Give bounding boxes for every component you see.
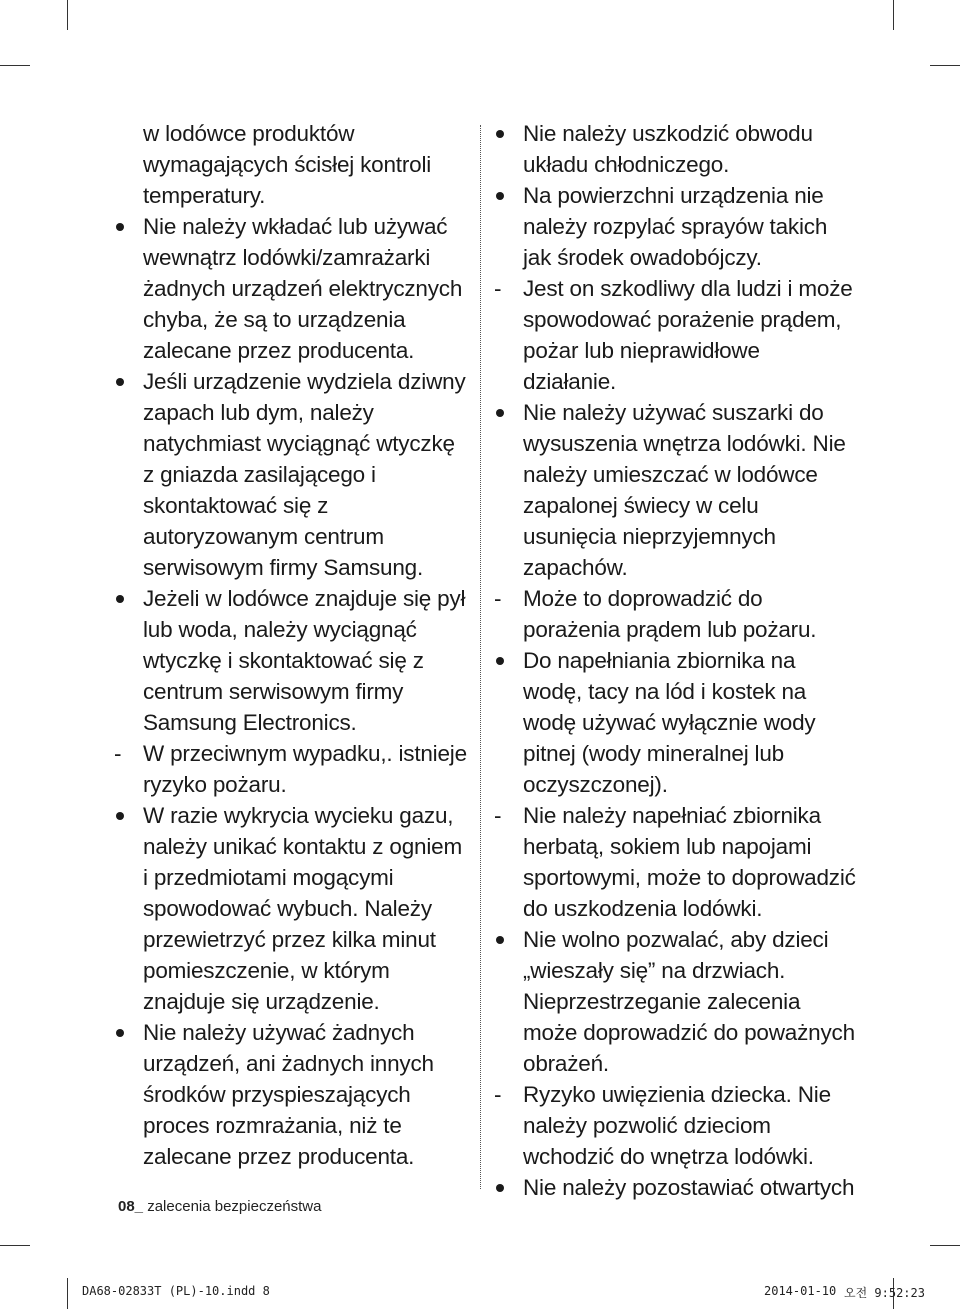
item-text: Nie należy używać suszarki do wysuszenia wnętrza lodówki. Nie należy umieszczać w lodówce zapalonej świecy w celu usunięcia nieprzyjemnych zapachów. <box>523 400 846 580</box>
print-slug-date: 2014-01-10 <box>764 1284 837 1298</box>
item-text: Nie należy uszkodzić obwodu układu chłodniczego. <box>523 121 813 177</box>
print-slug-time: 오전 9:52:23 <box>844 1286 925 1300</box>
item-text: w lodówce produktów wymagających ścisłej kontroli temperatury. <box>143 121 432 208</box>
bullet-item <box>486 118 856 180</box>
bullet-item <box>486 924 856 1079</box>
crop-mark <box>930 65 960 66</box>
dash-item <box>486 273 856 397</box>
item-text: Na powierzchni urządzenia nie należy rozpylać sprayów takich jak środek owadobójczy. <box>523 183 828 270</box>
bullet-item <box>106 583 471 738</box>
crop-mark <box>0 1245 30 1246</box>
bullet-item <box>486 397 856 583</box>
item-text: Jeśli urządzenie wydziela dziwny zapach lub dym, należy natychmiast wyciągnąć wtyczkę z gniazda zasilającego i skontaktować się z autoryzowanym centrum serwisowym firmy Samsung. <box>143 369 466 580</box>
bullet-item <box>486 645 856 800</box>
crop-mark <box>67 0 68 30</box>
crop-mark <box>0 65 30 66</box>
dash-item <box>486 1079 856 1172</box>
bullet-item <box>106 1017 471 1172</box>
print-slug-file: DA68-02833T (PL)-10.indd 8 <box>82 1284 270 1298</box>
left-column <box>106 118 471 1172</box>
crop-mark <box>67 1278 68 1309</box>
item-text: Nie należy wkładać lub używać wewnątrz lodówki/zamrażarki żadnych urządzeń elektrycznych chyba, że są to urządzenia zalecane przez producenta. <box>143 214 463 363</box>
item-text: Może to doprowadzić do porażenia prądem lub pożaru. <box>523 586 817 642</box>
item-text: Ryzyko uwięzienia dziecka. Nie należy pozwolić dzieciom wchodzić do wnętrza lodówki. <box>523 1082 831 1169</box>
continued-text <box>106 118 471 211</box>
crop-mark <box>930 1245 960 1246</box>
item-text: Nie należy używać żadnych urządzeń, ani żadnych innych środków przyspieszających proces rozmrażania, niż te zalecane przez producenta. <box>143 1020 434 1169</box>
column-divider <box>480 125 481 1189</box>
item-text: W przeciwnym wypadku,. istnieje ryzyko pożaru. <box>143 741 467 797</box>
dash-item <box>106 738 471 800</box>
bullet-item <box>486 1172 856 1203</box>
item-text: Nie należy pozostawiać otwartych <box>523 1175 855 1200</box>
item-text: Nie należy napełniać zbiornika herbatą, sokiem lub napojami sportowymi, może to doprowadzić do uszkodzenia lodówki. <box>523 803 856 921</box>
item-text: Jeżeli w lodówce znajduje się pył lub woda, należy wyciągnąć wtyczkę i skontaktować się z centrum serwisowym firmy Samsung Electronics. <box>143 586 466 735</box>
dash-item <box>486 800 856 924</box>
item-text: Jest on szkodliwy dla ludzi i może spowodować porażenie prądem, pożar lub nieprawidłowe działanie. <box>523 276 853 394</box>
bullet-item <box>106 366 471 583</box>
right-column <box>486 118 856 1203</box>
bullet-item <box>486 180 856 273</box>
page-number: 08_ <box>118 1198 144 1215</box>
item-text: Nie wolno pozwalać, aby dzieci „wieszały się” na drzwiach. Nieprzestrzeganie zalecenia może doprowadzić do poważnych obrażeń. <box>523 927 855 1076</box>
item-text: Do napełniania zbiornika na wodę, tacy na lód i kostek na wodę używać wyłącznie wody pitnej (wody mineralnej lub oczyszczonej). <box>523 648 816 797</box>
section-name: zalecenia bezpieczeństwa <box>147 1198 322 1215</box>
bullet-item <box>106 211 471 366</box>
bullet-item <box>106 800 471 1017</box>
page-footer <box>118 1198 321 1215</box>
item-text: W razie wykrycia wycieku gazu, należy unikać kontaktu z ogniem i przedmiotami mogącymi spowodować wybuch. Należy przewietrzyć przez kilka minut pomieszczenie, w którym znajduje się urządzenie. <box>143 803 462 1014</box>
crop-mark <box>893 0 894 30</box>
dash-item <box>486 583 856 645</box>
